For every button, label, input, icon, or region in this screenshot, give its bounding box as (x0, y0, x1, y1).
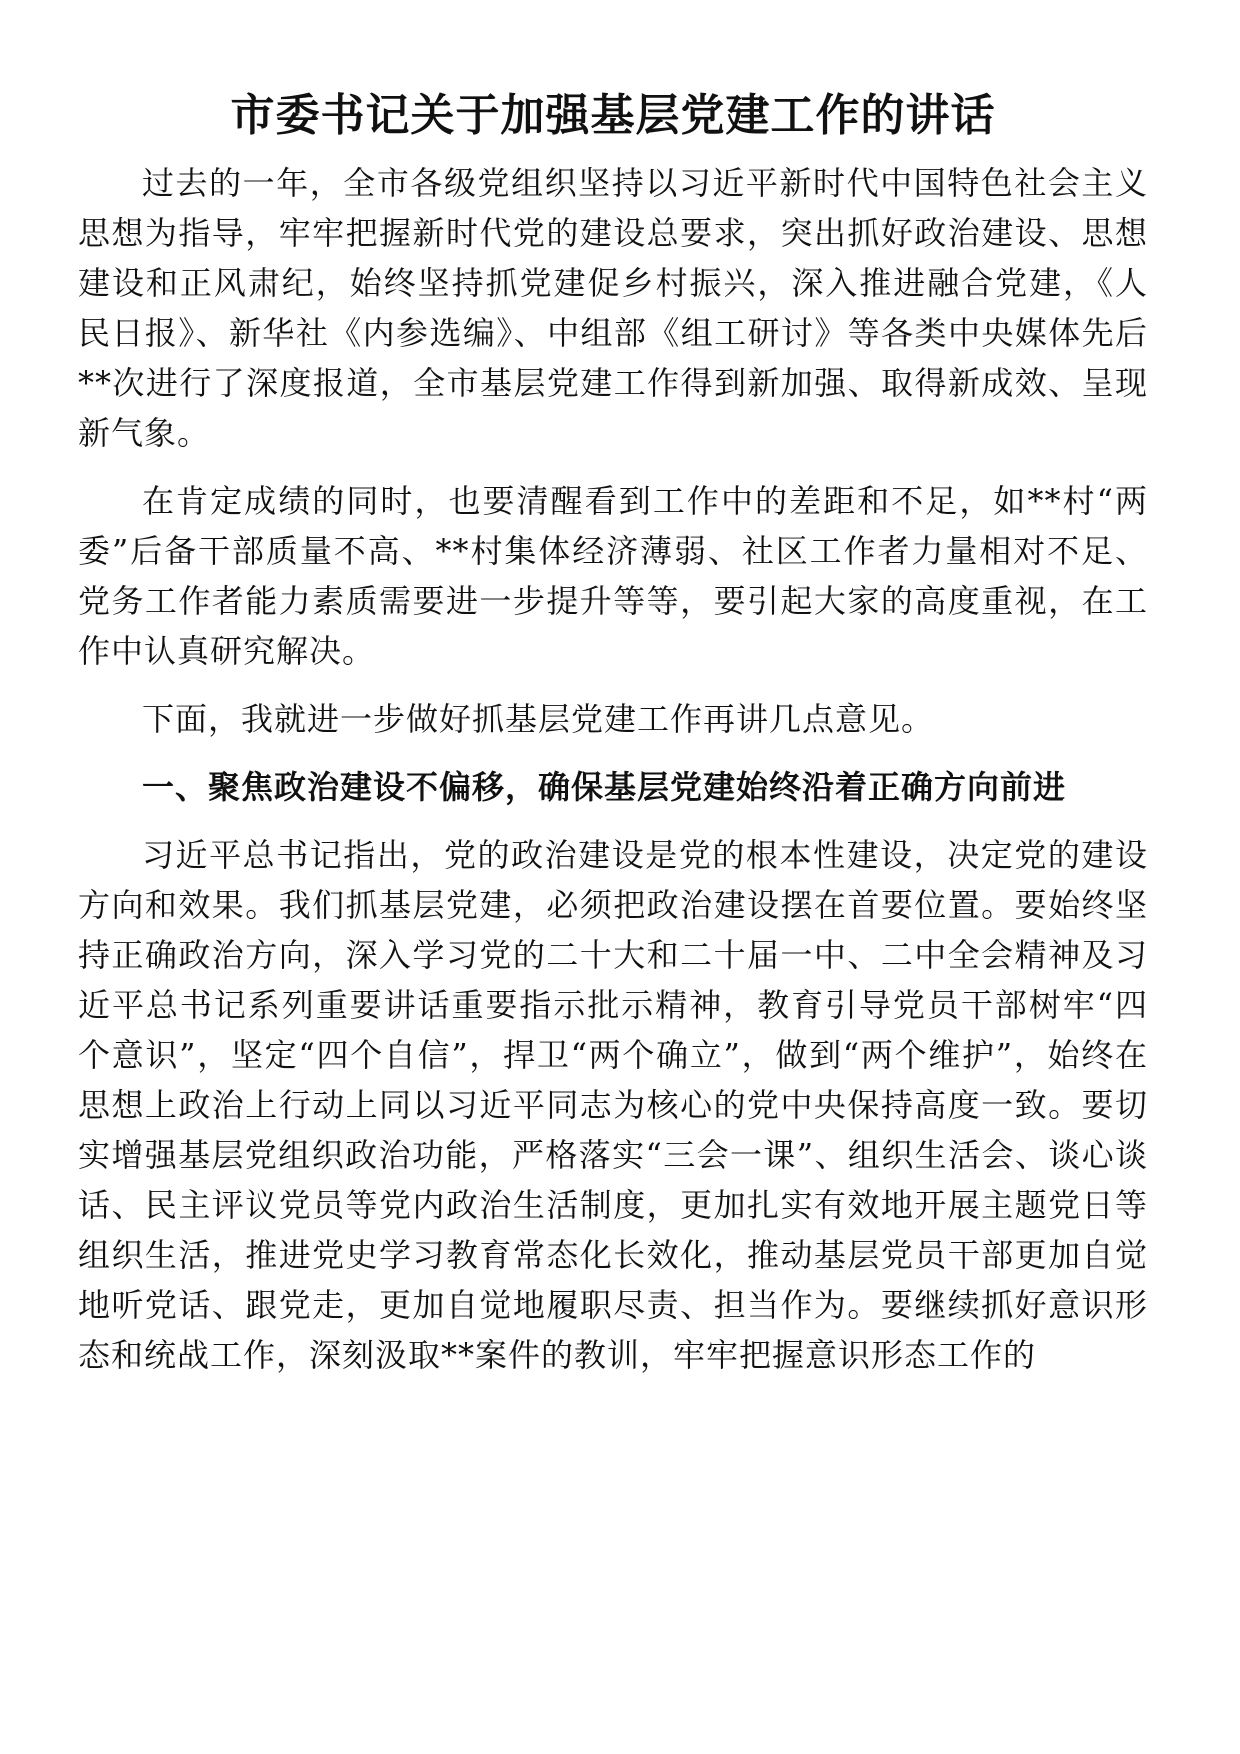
section-heading-political-building: 一、聚焦政治建设不偏移，确保基层党建始终沿着正确方向前进 (142, 768, 1067, 806)
paragraph-shortcomings: 在肯定成绩的同时，也要清醒看到工作中的差距和不足，如**村“两委”后备干部质量不高、**村集体经济薄弱、社区工作者力量相对不足、党务工作者能力素质需要进一步提升等等，要引起大家的高度重视，在工作中认真研究解决。 (78, 482, 1148, 670)
paragraph-intro-points: 下面，我就进一步做好抓基层党建工作再讲几点意见。 (142, 700, 935, 738)
document-page (78, 88, 1148, 1398)
paragraph-review: 过去的一年，全市各级党组织坚持以习近平新时代中国特色社会主义思想为指导，牢牢把握新时代党的建设总要求，突出抓好政治建设、思想建设和正风肃纪，始终坚持抓党建促乡村振兴，深入推进融合党建，《人民日报》、新华社《内参选编》、中组部《组工研讨》等各类中央媒体先后**次进行了深度报道，全市基层党建工作得到新加强、取得新成效、呈现新气象。 (78, 164, 1148, 452)
document-title: 市委书记关于加强基层党建工作的讲话 (230, 90, 996, 141)
paragraph-political-building: 习近平总书记指出，党的政治建设是党的根本性建设，决定党的建设方向和效果。我们抓基层党建，必须把政治建设摆在首要位置。要始终坚持正确政治方向，深入学习党的二十大和二十届一中、二中全会精神及习近平总书记系列重要讲话重要指示批示精神，教育引导党员干部树牢“四个意识”，坚定“四个自信”，捍卫“两个确立”，做到“两个维护”，始终在思想上政治上行动上同以习近平同志为核心的党中央保持高度一致。要切实增强基层党组织政治功能，严格落实“三会一课”、组织生活会、谈心谈话、民主评议党员等党内政治生活制度，更加扎实有效地开展主题党日等组织生活，推进党史学习教育常态化长效化，推动基层党员干部更加自觉地听党话、跟党走，更加自觉地履职尽责、担当作为。要继续抓好意识形态和统战工作，深刻汲取**案件的教训，牢牢把握意识形态工作的 (78, 836, 1148, 1374)
